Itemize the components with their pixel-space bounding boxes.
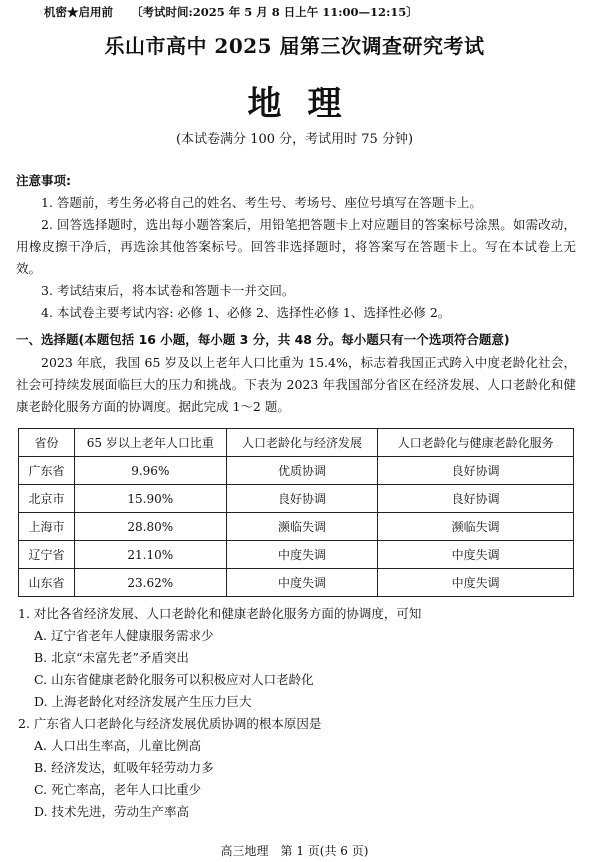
table-cell: 濒临失调	[226, 513, 378, 541]
table-row	[19, 569, 574, 597]
note-item: 4. 本试卷主要考试内容: 必修 1、必修 2、选择性必修 1、选择性必修 2。	[41, 305, 451, 320]
table-cell: 辽宁省	[19, 541, 75, 569]
exam-time: 〔考试时间:2025 年 5 月 8 日上午 11:00—12:15〕	[131, 5, 418, 19]
table-header-cell: 人口老龄化与经济发展	[226, 429, 378, 457]
confidentiality-mark: 机密★启用前	[44, 5, 113, 19]
table-cell: 濒临失调	[378, 513, 574, 541]
coordination-table	[18, 428, 574, 597]
table-row	[19, 541, 574, 569]
exam-title: 乐山市高中 2025 届第三次调查研究考试	[104, 34, 485, 58]
notes-heading: 注意事项:	[16, 173, 71, 188]
answer-option: B. 北京“未富先老”矛盾突出	[34, 650, 189, 665]
note-item: 2. 回答选择题时，选出每小题答案后，用铅笔把答题卡上对应题目的答案标号涂黑。如需改动，用橡皮擦干净后，再选涂其他答案标号。回答非选择题时，将答案写在答题卡上。写在本试卷上无效。	[16, 217, 576, 276]
question-intro: 2023 年底，我国 65 岁及以上老年人口比重为 15.4%，标志着我国正式跨入中度老龄化社会，社会可持续发展面临巨大的压力和挑战。下表为 2023 年我国部分省区在经济发展、人口老龄化和健康老龄化服务方面的协调度。据此完成 1～2 题。	[16, 355, 576, 414]
table-cell: 9.96%	[74, 457, 226, 485]
note-item: 1. 答题前，考生务必将自己的姓名、考生号、考场号、座位号填写在答题卡上。	[41, 195, 482, 210]
answer-option: C. 山东省健康老龄化服务可以积极应对人口老龄化	[34, 672, 314, 687]
table-cell: 北京市	[19, 485, 75, 513]
table-cell: 21.10%	[74, 541, 226, 569]
answer-option: A. 人口出生率高，儿童比例高	[34, 738, 201, 753]
table-cell: 上海市	[19, 513, 75, 541]
table-header-row	[19, 429, 574, 457]
page-footer: 高三地理 第 1 页(共 6 页)	[220, 844, 369, 858]
table-cell: 良好协调	[378, 457, 574, 485]
table-row	[19, 485, 574, 513]
answer-option: D. 上海老龄化对经济发展产生压力巨大	[34, 694, 252, 709]
table-header-cell: 65 岁以上老年人口比重	[74, 429, 226, 457]
table-cell: 优质协调	[226, 457, 378, 485]
table-cell: 广东省	[19, 457, 75, 485]
table-cell: 良好协调	[226, 485, 378, 513]
notes-section	[16, 170, 576, 324]
question-stem: 1. 对比各省经济发展、人口老龄化和健康老龄化服务方面的协调度，可知	[18, 606, 422, 621]
table-cell: 中度失调	[378, 569, 574, 597]
table-header-cell: 省份	[19, 429, 75, 457]
table-cell: 23.62%	[74, 569, 226, 597]
table-cell: 中度失调	[378, 541, 574, 569]
header-line	[44, 4, 418, 20]
answer-option: C. 死亡率高，老年人口比重少	[34, 782, 202, 797]
answer-option: D. 技术先进，劳动生产率高	[34, 804, 190, 819]
table-row	[19, 513, 574, 541]
table-cell: 山东省	[19, 569, 75, 597]
subject-title: 地理	[247, 84, 368, 124]
exam-info: (本试卷满分 100 分，考试用时 75 分钟)	[175, 132, 414, 147]
table-cell: 中度失调	[226, 569, 378, 597]
table-cell: 良好协调	[378, 485, 574, 513]
answer-option: A. 辽宁省老年人健康服务需求少	[34, 628, 214, 643]
answer-option: B. 经济发达，虹吸年轻劳动力多	[34, 760, 214, 775]
table-row	[19, 457, 574, 485]
table-cell: 中度失调	[226, 541, 378, 569]
questions-section	[18, 603, 578, 823]
table-header-cell: 人口老龄化与健康老龄化服务	[378, 429, 574, 457]
section-heading: 一、选择题(本题包括 16 小题，每小题 3 分，共 48 分。每小题只有一个选项符合题意)	[16, 332, 510, 347]
question-stem: 2. 广东省人口老龄化与经济发展优质协调的根本原因是	[18, 716, 322, 731]
table-cell: 15.90%	[74, 485, 226, 513]
table-cell: 28.80%	[74, 513, 226, 541]
note-item: 3. 考试结束后，将本试卷和答题卡一并交回。	[41, 283, 295, 298]
